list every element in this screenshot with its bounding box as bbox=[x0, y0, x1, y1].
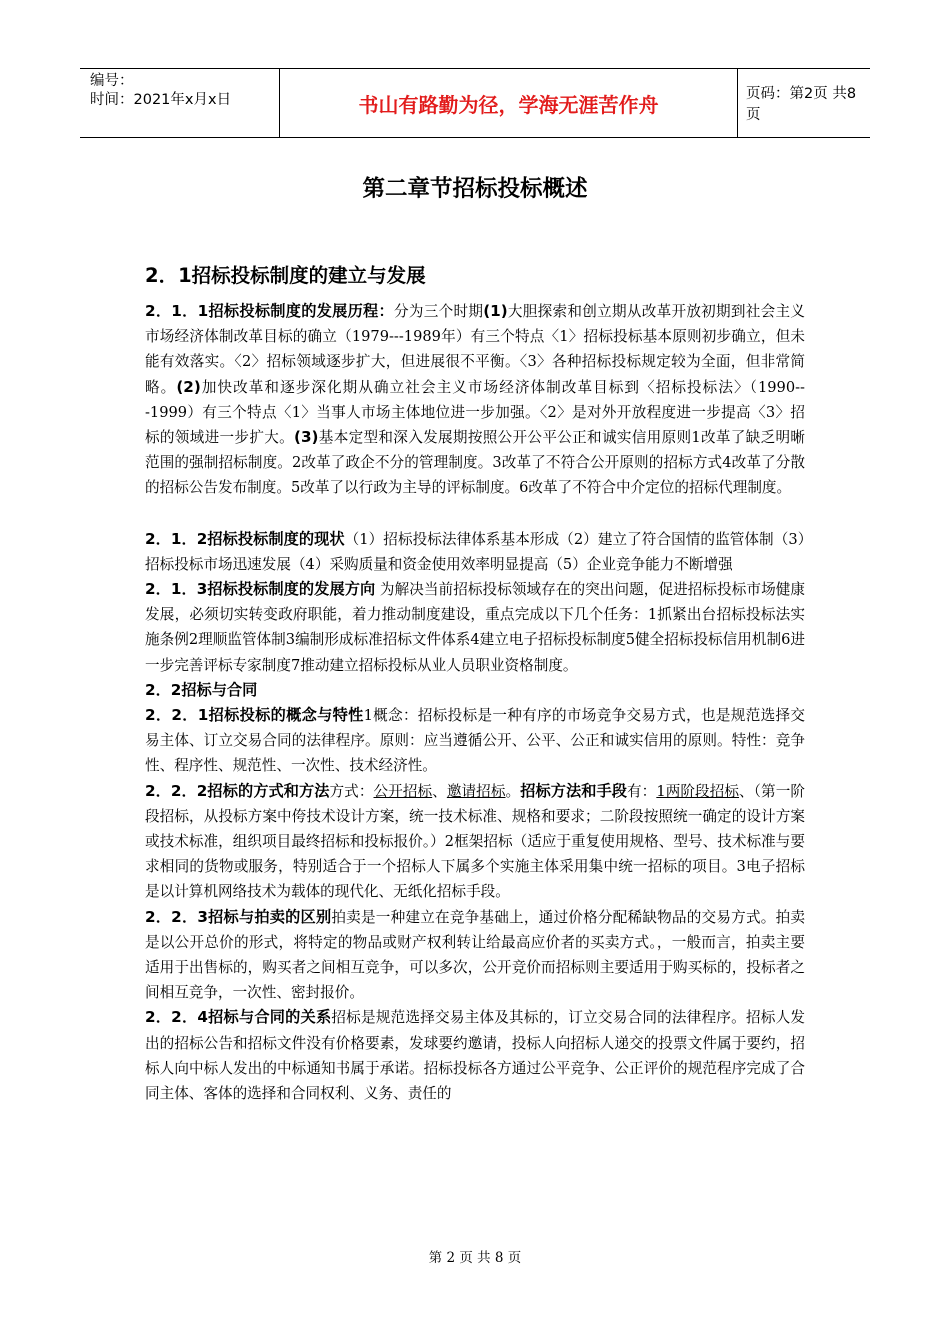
paragraph-2-1-1 bbox=[145, 299, 805, 501]
header-page-label: 页码：第2页 共8页 bbox=[746, 86, 857, 123]
underlined-term: 1两阶段招标 bbox=[656, 782, 740, 800]
paragraph-heading: 2．2．1招标投标的概念与特性 bbox=[145, 706, 364, 725]
header-number-label: 编号： bbox=[90, 73, 134, 89]
paragraph-2-2-2 bbox=[145, 779, 805, 905]
paragraph-heading: 2．1．1招标投标制度的发展历程： bbox=[145, 302, 394, 320]
underlined-term: 邀请招标 bbox=[446, 782, 506, 800]
period-marker: (3) bbox=[294, 428, 319, 447]
section-heading-2-2: 2．2招标与合同 bbox=[145, 680, 258, 699]
paragraph-text: 分为三个时期 bbox=[393, 303, 484, 320]
inline-bold-term: 招标方法和手段 bbox=[520, 781, 627, 800]
paragraph-text: （1）招标投标法律体系基本形成（2）建立了符合国情的监管体制（3）招标投标市场迅速发展（4）采购质量和资金使用效率明显提高（5）企业竞争能力不断增强 bbox=[145, 530, 806, 573]
paragraph-text: 招标是规范选择交易主体及其标的，订立交易合同的法律程序。招标人发出的招标公告和招标文件没有价格要素，发球要约邀请，投标人向招标人递交的投票文件属于要约，招标人向中标人发出的中标通知书属于承诺。招标投标各方通过公平竞争、公正评价的规范程序完成了合同主体、客体的选择和合同权利、义务、责任的 bbox=[145, 1009, 805, 1103]
paragraph-text: 基本定型和深入发展期按照公开公平公正和诚实信用原则1改革了缺乏明晰范围的强制招标制度。2改革了政企不分的管理制度。3改革了不符合公开原则的招标方式4改革了分散的招标公告发布制度。5改革了以行政为主导的评标制度。6改革了不符合中介定位的招标代理制度。 bbox=[145, 429, 805, 497]
paragraph-text: 加快改革和逐步深化期从确立社会主义市场经济体制改革目标到〈招标投标法〉（1990---1999）有三个特点〈1〉当事人市场主体地位进一步加强。〈2〉是对外开放程度进一步提高〈3〉招标的领域进一步扩大。 bbox=[145, 378, 805, 447]
paragraph-text: 、 bbox=[432, 782, 447, 800]
paragraph-text: 1概念：招标投标是一种有序的市场竞争交易方式，也是规范选择交易主体、订立交易合同的法律程序。原则：应当遵循公开、公平、公正和诚实信用的原则。特性：竞争性、程序性、规范性、一次性、技术经济性。 bbox=[145, 707, 806, 775]
paragraph-heading: 2．2．3招标与拍卖的区别 bbox=[145, 907, 332, 926]
document-body bbox=[145, 258, 805, 1106]
paragraph-text: 、（第一阶段招标，从投标方案中侉技术设计方案，统一技术标准、规格和要求；二阶段按照统一确定的设计方案或技术标准，组织项目最终招标和投标报价。）2框架招标（适应于重复使用规格、型号、技术标准与要求相同的货物或服务，特别适合于一个招标人下属多个实施主体采用集中统一招标的项目。3电子招标是以计算机网络技术为载体的现代化、无纸化招标手段。 bbox=[145, 782, 805, 901]
paragraph-heading: 2．1．3招标投标制度的发展方向 bbox=[145, 580, 376, 599]
paragraph-text: 为解决当前招标投标领域存在的突出问题，促进招标投标市场健康发展，必须切实转变政府职能，着力推动制度建设，重点完成以下几个任务：1抓紧出台招标投标法实施条例2理顺监管体制3编制形成标准招标文件体系4建立电子招标投标制度5健全招标投标信用机制6进一步完善评标专家制度7推动建立招标投标从业人员职业资格制度。 bbox=[145, 581, 805, 674]
paragraph-2-1-3 bbox=[145, 577, 805, 678]
paragraph-2-2-1 bbox=[145, 703, 805, 779]
paragraph-2-1-2 bbox=[145, 527, 805, 577]
paragraph-text: 有： bbox=[627, 782, 657, 800]
paragraph-text: 拍卖是一种建立在竞争基础上，通过价格分配稀缺物品的交易方式。拍卖是以公开总价的形式，将特定的物品或财产权利转让给最高应价者的买卖方式。，一般而言，拍卖主要适用于出售标的，购买者之间相互竞争，可以多次，公开竞价而招标则主要适用于购买标的，投标者之间相互竞争，一次性、密封报价。 bbox=[145, 908, 805, 1002]
paragraph-heading: 2．2．4招标与合同的关系 bbox=[145, 1008, 332, 1027]
header-time-label: 时间：2021年x月x日 bbox=[90, 92, 232, 108]
paragraph-text: 大胆探索和创立期从改革开放初期到社会主义市场经济体制改革目标的确立（1979---1989年）有三个特点〈1〉招标投标基本原则初步确立，但未能有效落实。〈2〉招标领域逐步扩大，但进展很不平衡。〈3〉各种招标投标规定较为全面，但非常简略。 bbox=[145, 303, 805, 396]
page-footer: 第 2 页 共 8 页 bbox=[428, 1250, 522, 1266]
underlined-term: 公开招标 bbox=[373, 782, 433, 800]
period-marker: (1) bbox=[483, 302, 508, 320]
paragraph-2-2-4 bbox=[145, 1005, 805, 1106]
paragraph-heading: 2．2．2招标的方式和方法 bbox=[145, 781, 330, 800]
header-motto: 书山有路勤为径，学海无涯苦作舟 bbox=[280, 69, 738, 137]
paragraph-heading: 2．1．2招标投标制度的现状 bbox=[145, 529, 345, 548]
page-header-table bbox=[80, 68, 870, 138]
header-meta-cell bbox=[80, 69, 280, 137]
paragraph-2-2-3 bbox=[145, 905, 805, 1006]
period-marker: (2) bbox=[176, 377, 201, 396]
paragraph-text: 方式： bbox=[329, 782, 374, 800]
document-title: 第二章节招标投标概述 bbox=[362, 176, 588, 202]
paragraph-text: 。 bbox=[505, 782, 521, 800]
spacer bbox=[145, 501, 805, 527]
section-heading-2-1: 2．1招标投标制度的建立与发展 bbox=[145, 264, 426, 287]
